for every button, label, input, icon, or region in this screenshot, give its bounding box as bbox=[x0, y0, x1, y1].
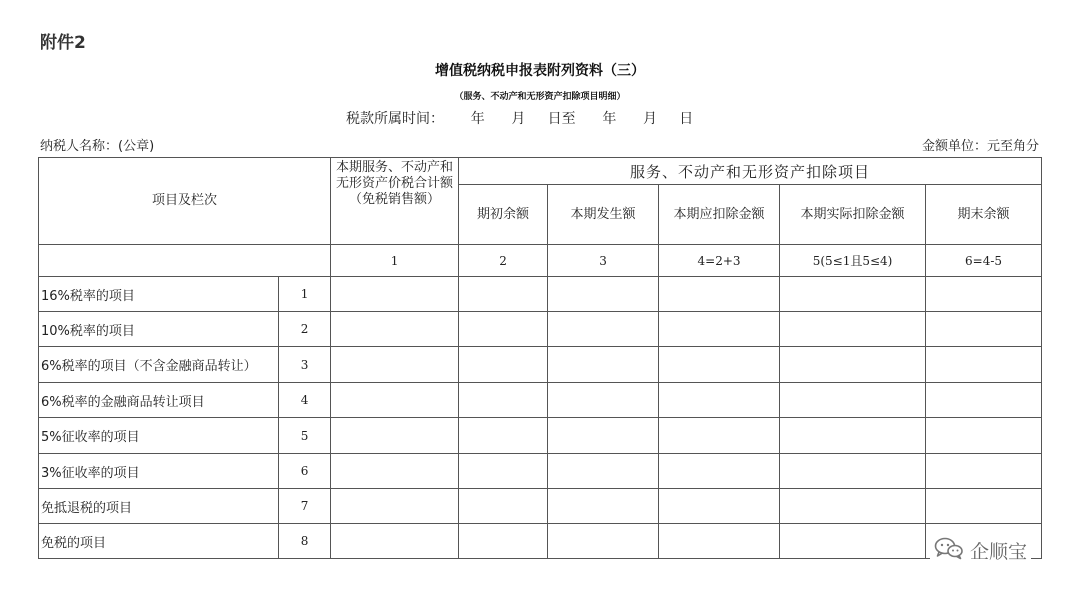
group-header-cell bbox=[459, 158, 1042, 185]
row-label: 10%税率的项目 bbox=[39, 312, 279, 347]
row-number: 2 bbox=[279, 312, 331, 347]
amount-cell[interactable] bbox=[926, 383, 1042, 418]
group-header: 服务、不动产和无形资产扣除项目 bbox=[630, 162, 871, 181]
amount-cell[interactable] bbox=[459, 312, 548, 347]
row-number: 5 bbox=[279, 418, 331, 454]
amount-cell[interactable] bbox=[780, 489, 926, 524]
row-number: 7 bbox=[279, 489, 331, 524]
form-subtitle: （服务、不动产和无形资产扣除项目明细） bbox=[454, 92, 626, 102]
sub-header-deductible bbox=[659, 185, 780, 245]
amount-cell[interactable] bbox=[780, 312, 926, 347]
amount-cell[interactable] bbox=[548, 312, 659, 347]
item-header: 项目及栏次 bbox=[152, 193, 218, 208]
amount-cell[interactable] bbox=[459, 383, 548, 418]
table-row bbox=[39, 454, 1042, 489]
col1-header-cell bbox=[331, 158, 459, 245]
amount-cell[interactable] bbox=[780, 524, 926, 559]
amount-cell[interactable] bbox=[331, 489, 459, 524]
amount-cell[interactable] bbox=[926, 454, 1042, 489]
amount-unit-label: 金额单位：元至角分 bbox=[921, 139, 1039, 154]
row-label: 16%税率的项目 bbox=[39, 277, 279, 312]
amount-cell[interactable] bbox=[459, 489, 548, 524]
table-row bbox=[39, 277, 1042, 312]
amount-cell[interactable] bbox=[548, 347, 659, 383]
row-number: 1 bbox=[279, 277, 331, 312]
sub-header-actual-deduction bbox=[780, 185, 926, 245]
table-row bbox=[39, 312, 1042, 347]
amount-cell[interactable] bbox=[548, 418, 659, 454]
amount-cell[interactable] bbox=[331, 524, 459, 559]
watermark bbox=[930, 535, 1031, 565]
col-number: 4=2+3 bbox=[659, 245, 780, 277]
col-number: 1 bbox=[331, 245, 459, 277]
amount-cell[interactable] bbox=[926, 418, 1042, 454]
sub-header-closing-balance bbox=[926, 185, 1042, 245]
sub-header-opening-balance bbox=[459, 185, 548, 245]
amount-cell[interactable] bbox=[459, 347, 548, 383]
amount-cell[interactable] bbox=[548, 489, 659, 524]
table-row bbox=[39, 524, 1042, 559]
table-row bbox=[39, 489, 1042, 524]
table-row bbox=[39, 418, 1042, 454]
amount-cell[interactable] bbox=[659, 277, 780, 312]
sub-header-text: 期末余额 bbox=[957, 206, 1010, 222]
amount-cell[interactable] bbox=[331, 418, 459, 454]
sub-header-text: 本期发生额 bbox=[570, 206, 636, 222]
taxpayer-name-label: 纳税人名称：(公章) bbox=[40, 139, 155, 154]
amount-cell[interactable] bbox=[926, 489, 1042, 524]
row-label: 3%征收率的项目 bbox=[39, 454, 279, 489]
amount-cell[interactable] bbox=[926, 312, 1042, 347]
table-row bbox=[39, 383, 1042, 418]
amount-cell[interactable] bbox=[548, 277, 659, 312]
row-label: 免税的项目 bbox=[39, 524, 279, 559]
tax-period: 税款所属时间： 年 月 日至 年 月 日 bbox=[346, 111, 694, 127]
col1-header: 本期服务、不动产和无形资产价税合计额（免税销售额） bbox=[336, 160, 454, 207]
row-label: 6%税率的金融商品转让项目 bbox=[39, 383, 279, 418]
amount-cell[interactable] bbox=[548, 383, 659, 418]
amount-cell[interactable] bbox=[659, 524, 780, 559]
amount-cell[interactable] bbox=[780, 277, 926, 312]
amount-cell[interactable] bbox=[780, 418, 926, 454]
sub-header-current-amount bbox=[548, 185, 659, 245]
amount-cell[interactable] bbox=[659, 347, 780, 383]
amount-cell[interactable] bbox=[331, 454, 459, 489]
form-title: 增值税纳税申报表附列资料（三） bbox=[435, 63, 645, 79]
row-number: 8 bbox=[279, 524, 331, 559]
amount-cell[interactable] bbox=[659, 454, 780, 489]
amount-cell[interactable] bbox=[926, 277, 1042, 312]
col-number: 3 bbox=[548, 245, 659, 277]
amount-cell[interactable] bbox=[659, 489, 780, 524]
amount-cell[interactable] bbox=[459, 418, 548, 454]
empty-cell bbox=[39, 245, 331, 277]
attachment-label: 附件2 bbox=[40, 33, 86, 53]
col-number: 2 bbox=[459, 245, 548, 277]
amount-cell[interactable] bbox=[780, 383, 926, 418]
amount-cell[interactable] bbox=[659, 312, 780, 347]
row-label: 5%征收率的项目 bbox=[39, 418, 279, 454]
table-row bbox=[39, 347, 1042, 383]
deduction-detail-table bbox=[38, 157, 1042, 559]
row-number: 3 bbox=[279, 347, 331, 383]
item-header-cell bbox=[39, 158, 331, 245]
col-number: 6=4-5 bbox=[926, 245, 1042, 277]
amount-cell[interactable] bbox=[548, 454, 659, 489]
amount-cell[interactable] bbox=[780, 347, 926, 383]
amount-cell[interactable] bbox=[926, 347, 1042, 383]
amount-cell[interactable] bbox=[459, 454, 548, 489]
amount-cell[interactable] bbox=[780, 454, 926, 489]
amount-cell[interactable] bbox=[331, 277, 459, 312]
amount-cell[interactable] bbox=[659, 383, 780, 418]
sub-header-text: 期初余额 bbox=[477, 206, 530, 222]
amount-cell[interactable] bbox=[459, 524, 548, 559]
watermark-text: 企顺宝 bbox=[970, 540, 1028, 563]
amount-cell[interactable] bbox=[331, 312, 459, 347]
amount-cell[interactable] bbox=[331, 383, 459, 418]
sub-header-text: 本期应扣除金额 bbox=[673, 206, 765, 222]
row-number: 6 bbox=[279, 454, 331, 489]
amount-cell[interactable] bbox=[659, 418, 780, 454]
row-label: 免抵退税的项目 bbox=[39, 489, 279, 524]
amount-cell[interactable] bbox=[459, 277, 548, 312]
row-number: 4 bbox=[279, 383, 331, 418]
amount-cell[interactable] bbox=[548, 524, 659, 559]
wechat-icon bbox=[934, 536, 964, 564]
amount-cell[interactable] bbox=[331, 347, 459, 383]
sub-header-text: 本期实际扣除金额 bbox=[800, 206, 905, 222]
row-label: 6%税率的项目（不含金融商品转让） bbox=[39, 347, 279, 383]
col-number: 5(5≤1且5≤4) bbox=[780, 245, 926, 277]
